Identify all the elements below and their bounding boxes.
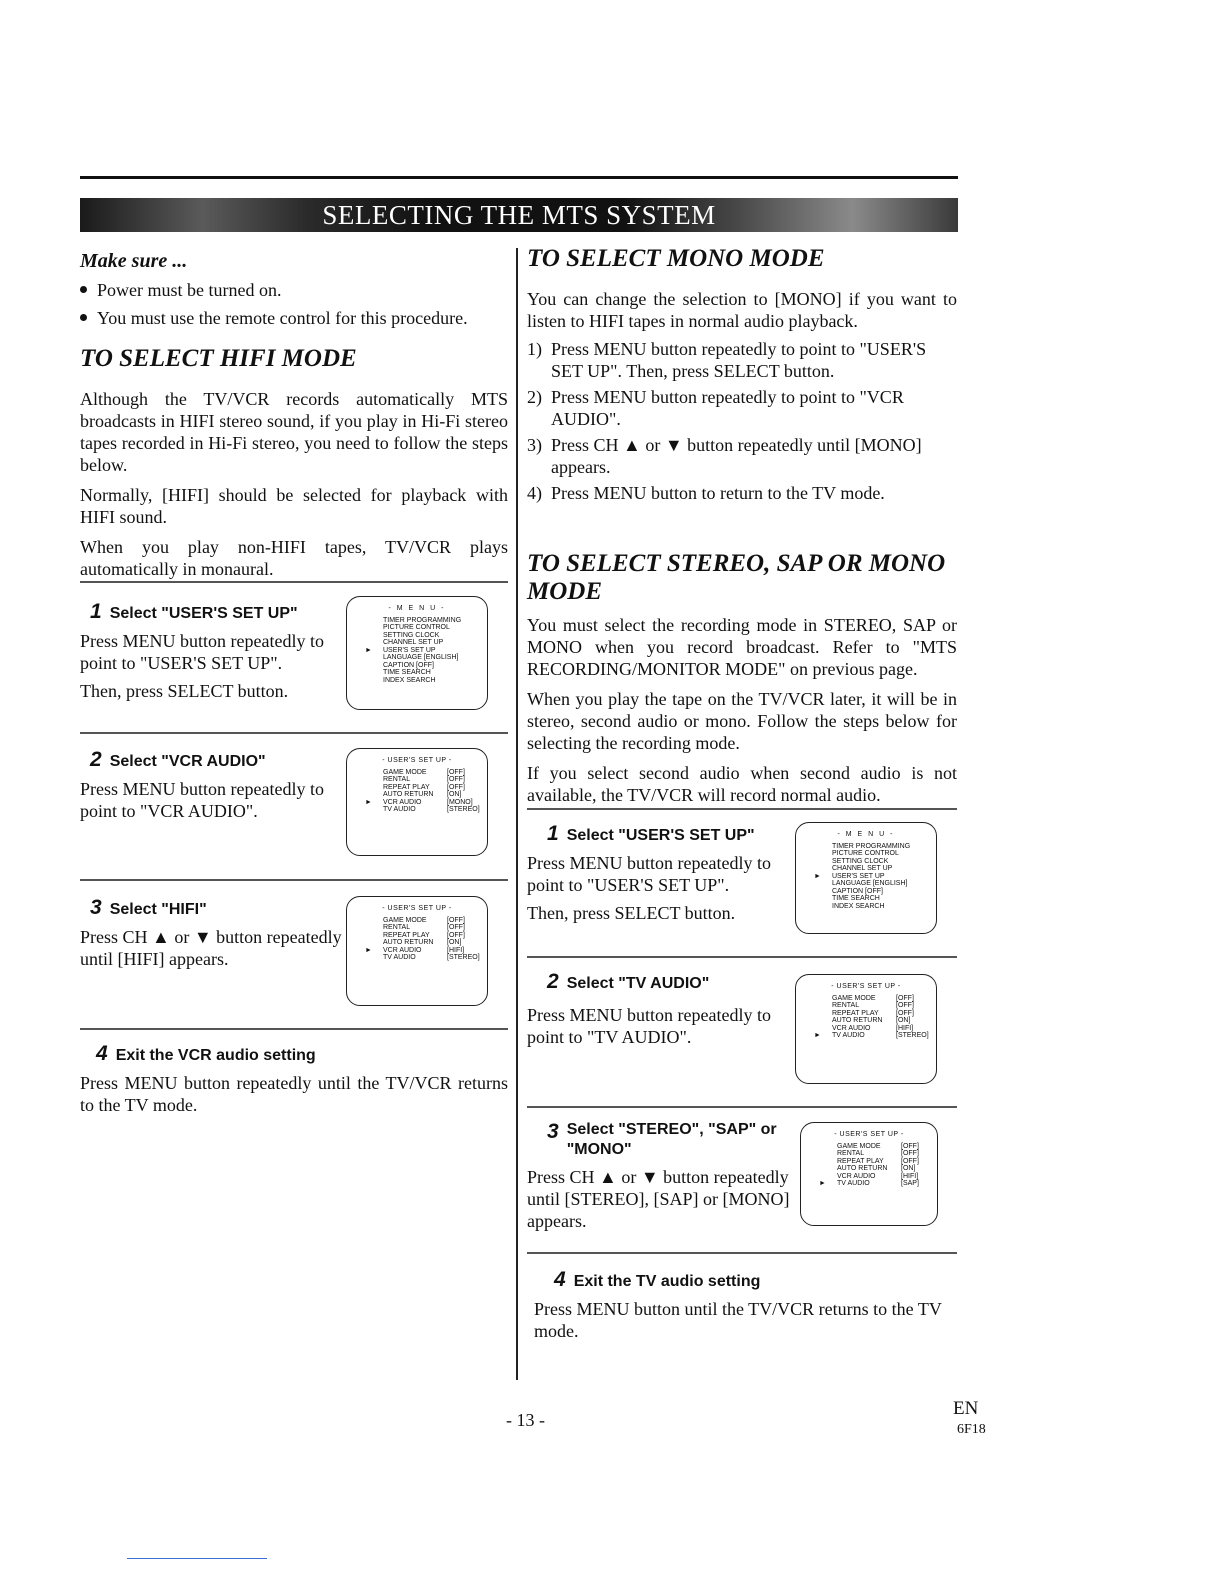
menu-screen (346, 596, 488, 710)
screen-row: TV AUDIO [STEREO] (383, 954, 480, 961)
screen-row: RENTAL [OFF] (832, 1002, 914, 1009)
step-text: Press MENU button repeatedly to point to "USER'S SET UP". (80, 631, 324, 673)
stereo-intro (527, 614, 957, 806)
setup-screen-hifi (346, 896, 488, 1006)
step-title: Exit the TV audio setting (573, 1273, 761, 1290)
screen-row: AUTO RETURN [ON] (832, 1017, 911, 1024)
list-item: 2) Press MENU button repeatedly to point to "VCR AUDIO". (527, 387, 904, 429)
screen-row: TIME SEARCH (832, 895, 880, 902)
step-number: 4 (554, 1268, 566, 1291)
list-item: 4) Press MENU button to return to the TV mode. (527, 483, 885, 503)
screen-row: LANGUAGE [ENGLISH] (832, 880, 908, 887)
screen-row-selected: ► TV AUDIO [STEREO] (814, 1032, 929, 1039)
screen-row-selected: ► USER'S SET UP (365, 646, 436, 654)
screen-row: TV AUDIO [STEREO] (383, 806, 480, 813)
screen-row: GAME MODE [OFF] (383, 768, 465, 776)
screen-header: - USER'S SET UP - (382, 757, 452, 764)
screen-row: TIME SEARCH (383, 669, 431, 676)
stereo-heading: TO SELECT STEREO, SAP OR MONO MODE (527, 550, 946, 605)
step-title: Select "HIFI" (109, 901, 207, 918)
screen-row: SETTING CLOCK (832, 857, 889, 865)
screen-row-selected: ► TV AUDIO [SAP] (819, 1180, 919, 1187)
step-text-2: Then, press SELECT button. (527, 903, 736, 923)
screen-header: - M E N U - (388, 605, 446, 612)
divider-rule (527, 1106, 957, 1108)
section-banner: SELECTING THE MTS SYSTEM (80, 198, 958, 232)
screen-header: - USER'S SET UP - (834, 1131, 904, 1138)
bullet-item: Power must be turned on. (80, 279, 508, 301)
bullet-icon (80, 314, 87, 321)
step-number: 3 (90, 896, 102, 919)
screen-row: INDEX SEARCH (832, 902, 885, 910)
step-text: Press MENU button repeatedly to point to "VCR AUDIO". (80, 779, 324, 821)
mono-intro: You can change the selection to [MONO] if you want to listen to HIFI tapes in normal audio playback. (527, 289, 957, 331)
step-title: Select "TV AUDIO" (566, 975, 710, 992)
divider-rule (80, 732, 508, 734)
top-rule (80, 176, 958, 179)
step-number: 1 (90, 600, 102, 623)
screen-row: AUTO RETURN [ON] (383, 939, 462, 946)
screen-row: VCR AUDIO [HIFI] (837, 1172, 919, 1180)
screen-row-selected: ► VCR AUDIO [MONO] (365, 798, 473, 806)
bullet-icon (80, 286, 87, 293)
make-sure-block (80, 250, 508, 329)
pointer-arrow-icon: ► (814, 872, 821, 880)
list-item: 3) Press CH ▲ or ▼ button repeatedly until [MONO] appears. (527, 435, 922, 477)
screen-header: - M E N U - (837, 831, 895, 838)
hifi-step-3 (80, 896, 342, 970)
pointer-arrow-icon: ► (819, 1180, 826, 1187)
stereo-para-2: When you play the tape on the TV/VCR later, it will be in stereo, second audio or mono. Follow the steps below for selecting the recording mode. (527, 689, 957, 753)
screen-row: GAME MODE [OFF] (832, 994, 914, 1002)
list-item: 1) Press MENU button repeatedly to point to "USER'S SET UP". Then, press SELECT button. (527, 339, 927, 381)
pointer-arrow-icon: ► (365, 798, 372, 806)
mono-heading: TO SELECT MONO MODE (527, 245, 825, 272)
screen-row: PICTURE CONTROL (383, 624, 450, 631)
screen-row: INDEX SEARCH (383, 676, 436, 684)
divider-rule (80, 1028, 508, 1030)
screen-row: GAME MODE [OFF] (383, 916, 465, 924)
step-title: Exit the VCR audio setting (115, 1047, 316, 1064)
step-number: 3 (547, 1120, 559, 1143)
hifi-step-2 (80, 748, 342, 822)
setup-screen-vcr (346, 748, 488, 856)
step-title: Select "VCR AUDIO" (109, 753, 266, 770)
screen-row: AUTO RETURN [ON] (383, 791, 462, 798)
divider-rule (527, 808, 957, 810)
pointer-arrow-icon: ► (365, 646, 372, 654)
divider-rule (527, 956, 957, 958)
divider-rule (80, 879, 508, 881)
setup-screen-sap (800, 1122, 938, 1226)
screen-row: RENTAL [OFF] (837, 1150, 919, 1157)
divider-rule (527, 1252, 957, 1254)
screen-row: REPEAT PLAY [OFF] (832, 1009, 914, 1017)
mono-steps-list (527, 338, 957, 504)
column-divider (516, 248, 518, 1380)
screen-row: CHANNEL SET UP (832, 865, 893, 872)
hifi-heading: TO SELECT HIFI MODE (80, 345, 357, 372)
step-title: Select "USER'S SET UP" (109, 605, 298, 622)
screen-row: AUTO RETURN [ON] (837, 1165, 916, 1172)
pointer-arrow-icon: ► (365, 946, 372, 954)
screen-row: TIMER PROGRAMMING (832, 842, 911, 850)
screen-row: CAPTION [OFF] (383, 661, 434, 669)
hifi-intro (80, 388, 508, 580)
mono-section (527, 288, 957, 504)
screen-row: CAPTION [OFF] (832, 887, 883, 895)
hifi-step-1 (80, 600, 342, 702)
hifi-para-3: When you play non-HIFI tapes, TV/VCR plays automatically in monaural. (80, 537, 508, 579)
step-title: Select "STEREO", "SAP" or "MONO" (566, 1121, 777, 1158)
step-text-2: Then, press SELECT button. (80, 681, 289, 701)
step-text: Press MENU button repeatedly until the TV/VCR returns to the TV mode. (80, 1073, 508, 1115)
language-code: EN (953, 1398, 979, 1419)
stereo-step-4 (534, 1268, 960, 1342)
screen-row: REPEAT PLAY [OFF] (383, 931, 465, 939)
menu-screen (795, 822, 937, 934)
divider-rule (80, 581, 508, 583)
setup-screen-tv (795, 974, 937, 1084)
screen-row: VCR AUDIO [HIFI] (832, 1024, 914, 1032)
stereo-para-3: If you select second audio when second audio is not available, the TV/VCR will record normal audio. (527, 763, 957, 805)
hifi-para-1: Although the TV/VCR records automatically MTS broadcasts in HIFI stereo sound, if you play in Hi-Fi stereo tapes recorded in Hi-Fi stereo, you need to follow the steps below. (80, 389, 508, 475)
hifi-step-4 (80, 1042, 508, 1116)
screen-row: REPEAT PLAY [OFF] (837, 1157, 919, 1165)
pointer-arrow-icon: ► (814, 1032, 821, 1039)
step-number: 2 (90, 748, 102, 771)
screen-row: TIMER PROGRAMMING (383, 616, 462, 624)
stereo-step-3 (527, 1120, 791, 1232)
step-text: Press MENU button until the TV/VCR returns to the TV mode. (534, 1299, 942, 1341)
step-number: 1 (547, 822, 559, 845)
screen-row-selected: ► USER'S SET UP (814, 872, 885, 880)
step-title: Select "USER'S SET UP" (566, 827, 755, 844)
stereo-step-2 (527, 970, 791, 1048)
screen-row: RENTAL [OFF] (383, 776, 465, 783)
hifi-para-2: Normally, [HIFI] should be selected for playback with HIFI sound. (80, 485, 508, 527)
stereo-step-1 (527, 822, 791, 924)
bullet-item: You must use the remote control for this procedure. (80, 307, 508, 329)
screen-row: LANGUAGE [ENGLISH] (383, 654, 459, 661)
step-number: 2 (547, 970, 559, 993)
step-text: Press CH ▲ or ▼ button repeatedly until [HIFI] appears. (80, 927, 342, 969)
model-code: 6F18 (957, 1422, 986, 1437)
step-text: Press CH ▲ or ▼ button repeatedly until [STEREO], [SAP] or [MONO] appears. (527, 1167, 790, 1231)
page-number: - 13 - (506, 1410, 545, 1430)
screen-row-selected: ► VCR AUDIO [HIFI] (365, 946, 465, 954)
screen-row: RENTAL [OFF] (383, 924, 465, 931)
screen-row: CHANNEL SET UP (383, 639, 444, 646)
footer-line (127, 1558, 267, 1559)
screen-row: GAME MODE [OFF] (837, 1142, 919, 1150)
screen-row: PICTURE CONTROL (832, 850, 899, 857)
screen-header: - USER'S SET UP - (831, 983, 901, 990)
screen-row: REPEAT PLAY [OFF] (383, 783, 465, 791)
screen-row: SETTING CLOCK (383, 631, 440, 639)
stereo-para-1: You must select the recording mode in STEREO, SAP or MONO when you record broadcast. Refer to "MTS RECORDING/MONITOR MODE" on previous page. (527, 615, 957, 679)
step-text: Press MENU button repeatedly to point to "TV AUDIO". (527, 1005, 771, 1047)
screen-header: - USER'S SET UP - (382, 905, 452, 912)
step-text: Press MENU button repeatedly to point to "USER'S SET UP". (527, 853, 771, 895)
make-sure-label: Make sure ... (80, 250, 188, 272)
step-number: 4 (96, 1042, 108, 1065)
